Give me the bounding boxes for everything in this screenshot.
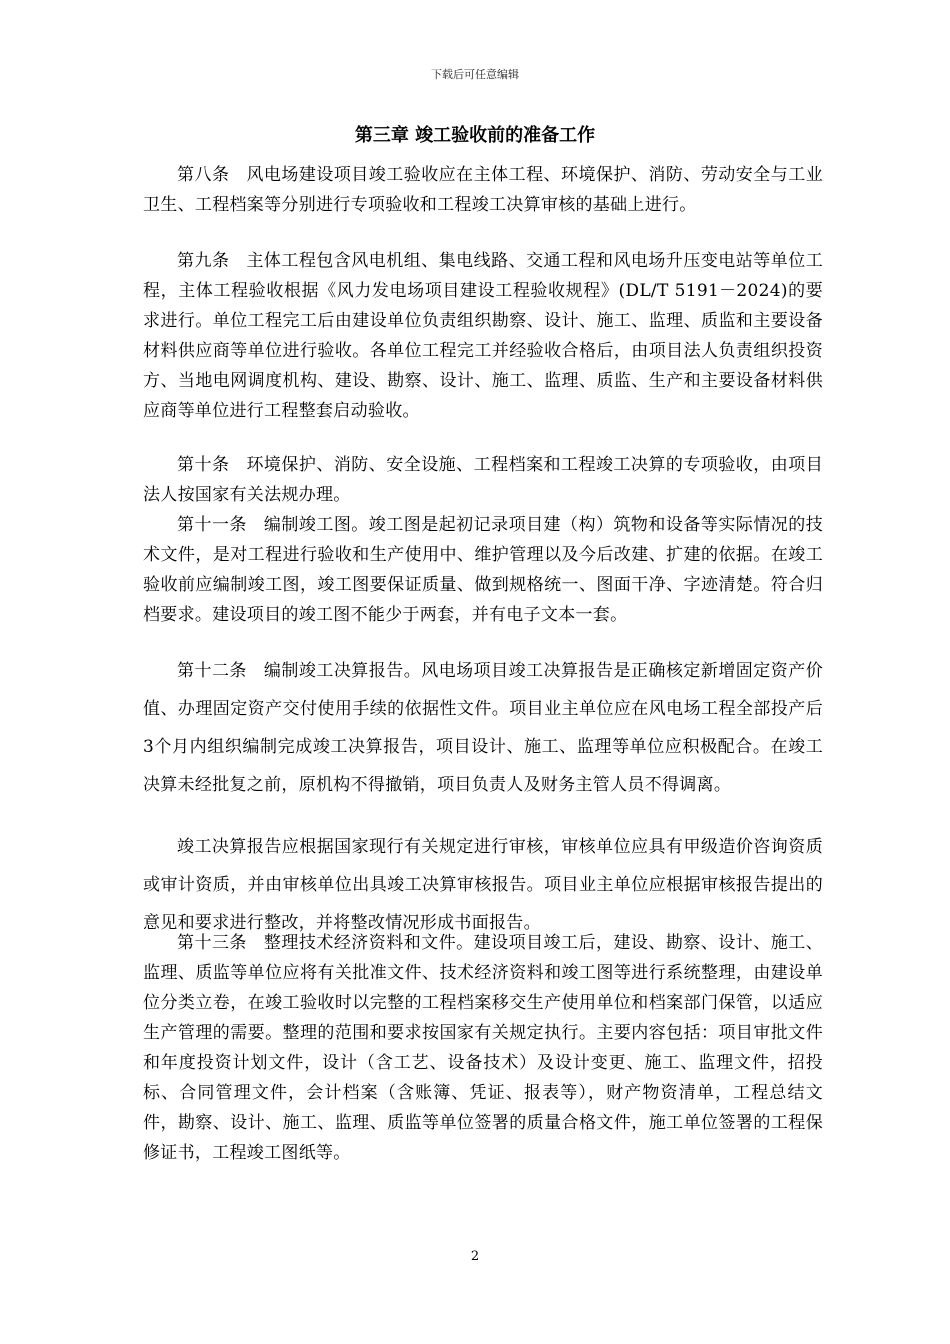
article-number: 第十二条 <box>177 661 247 681</box>
article-11 <box>143 510 823 630</box>
article-number: 第十三条 <box>177 933 247 953</box>
article-8 <box>143 160 823 220</box>
article-10 <box>143 450 823 510</box>
paragraph-text: 竣工决算报告应根据国家现行有关规定进行审核，审核单位应具有甲级造价咨询资质或审计资质，并由审核单位出具竣工决算审核报告。项目业主单位应根据审核报告提出的意见和要求进行整改，并将整改情况形成书面报告。 <box>143 837 823 933</box>
article-text: 主体工程包含风电机组、集电线路、交通工程和风电场升压变电站等单位工程，主体工程验收根据《风力发电场项目建设工程验收规程》(DL/T 5191－2024)的要求进行。单位工程完工后由建设单位负责组织勘察、设计、施工、监理、质监和主要设备材料供应商等单位进行验收。各单位工程完工并经验收合格后，由项目法人负责组织投资方、当地电网调度机构、建设、勘察、设计、施工、监理、质监、生产和主要设备材料供应商等单位进行工程整套启动验收。 <box>143 251 823 421</box>
article-13 <box>143 928 823 1168</box>
article-text: 环境保护、消防、安全设施、工程档案和工程竣工决算的专项验收，由项目法人按国家有关法规办理。 <box>143 455 823 505</box>
audit-paragraph <box>143 828 823 942</box>
article-number: 第十条 <box>177 455 230 475</box>
page-number: 2 <box>470 1249 480 1264</box>
article-number: 第九条 <box>177 251 230 271</box>
article-9 <box>143 246 823 426</box>
article-number: 第十一条 <box>177 515 247 535</box>
article-text: 整理技术经济资料和文件。建设项目竣工后，建设、勘察、设计、施工、监理、质监等单位应将有关批准文件、技术经济资料和竣工图等进行系统整理，由建设单位分类立卷，在竣工验收时以完整的工程档案移交生产使用单位和档案部门保管，以适应生产管理的需要。整理的范围和要求按国家有关规定执行。主要内容包括：项目审批文件和年度投资计划文件，设计（含工艺、设备技术）及设计变更、施工、监理文件，招投标、合同管理文件，会计档案（含账簿、凭证、报表等），财产物资清单，工程总结文件，勘察、设计、施工、监理、质监等单位签署的质量合格文件，施工单位签署的工程保修证书，工程竣工图纸等。 <box>143 933 824 1163</box>
article-12 <box>143 652 823 804</box>
article-text: 编制竣工图。竣工图是起初记录项目建（构）筑物和设备等实际情况的技术文件，是对工程进行验收和生产使用中、维护管理以及今后改建、扩建的依据。在竣工验收前应编制竣工图，竣工图要保证质量、做到规格统一、图面干净、字迹清楚。符合归档要求。建设项目的竣工图不能少于两套，并有电子文本一套。 <box>143 515 824 625</box>
page-header: 下载后可任意编辑 <box>431 68 519 81</box>
article-text: 编制竣工决算报告。风电场项目竣工决算报告是正确核定新增固定资产价值、办理固定资产交付使用手续的依据性文件。项目业主单位应在风电场工程全部投产后3个月内组织编制完成竣工决算报告，项目设计、施工、监理等单位应积极配合。在竣工决算未经批复之前，原机构不得撤销，项目负责人及财务主管人员不得调离。 <box>143 661 824 795</box>
article-number: 第八条 <box>177 165 230 185</box>
chapter-title: 第三章 竣工验收前的准备工作 <box>354 125 596 146</box>
article-text: 风电场建设项目竣工验收应在主体工程、环境保护、消防、劳动安全与工业卫生、工程档案等分别进行专项验收和工程竣工决算审核的基础上进行。 <box>143 165 823 215</box>
